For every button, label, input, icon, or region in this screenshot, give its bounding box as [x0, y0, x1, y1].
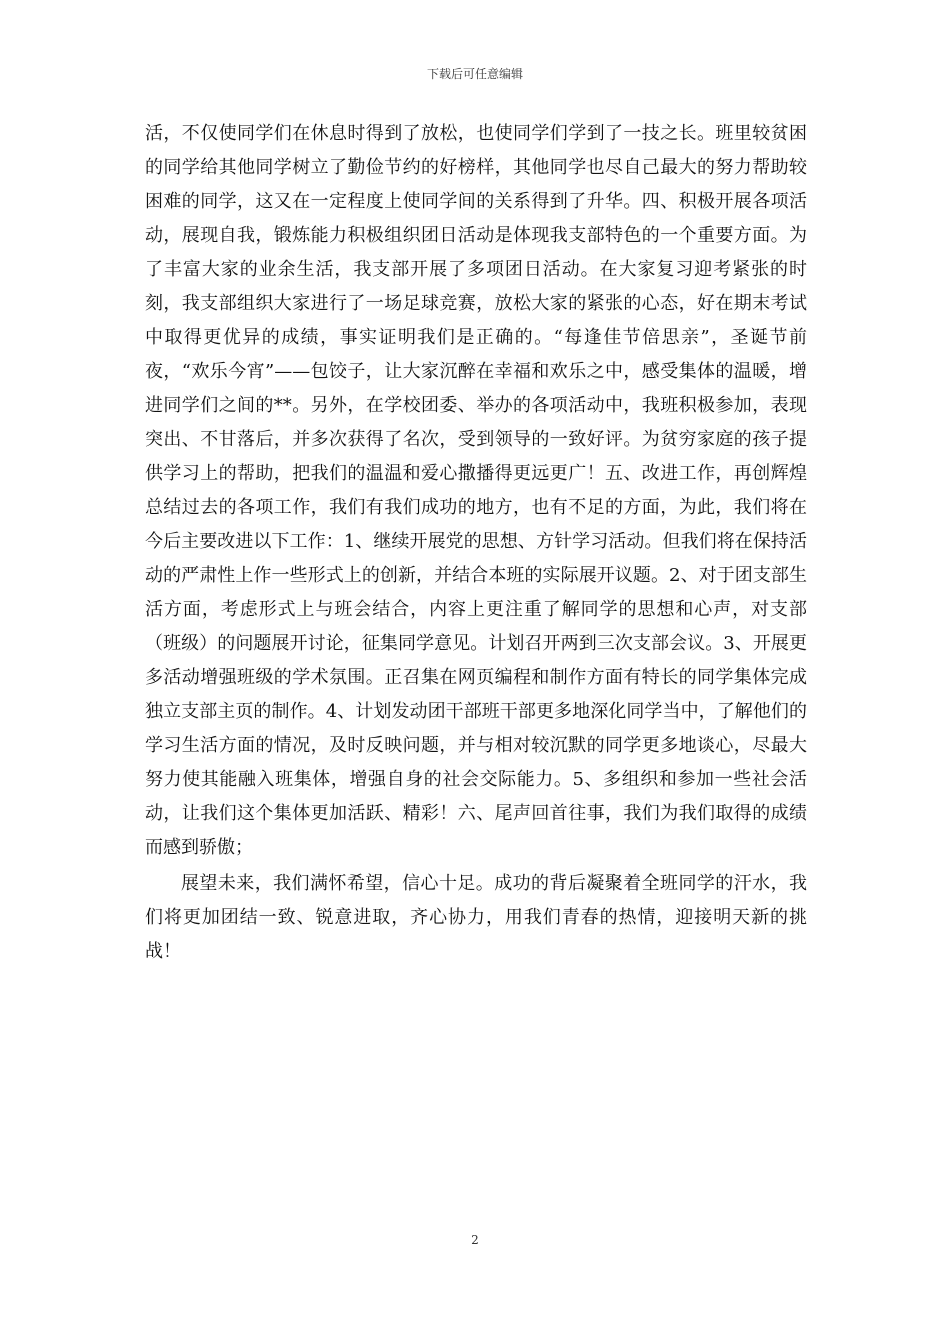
paragraph-closing: 展望未来，我们满怀希望，信心十足。成功的背后凝聚着全班同学的汗水，我们将更加团结一致、锐意进取，齐心协力，用我们青春的热情，迎接明天新的挑战！ [145, 873, 807, 962]
page-number: 2 [471, 1233, 479, 1247]
document-body [145, 117, 807, 969]
paragraph-continued: 活，不仅使同学们在休息时得到了放松，也使同学们学到了一技之长。班里较贫困的同学给其他同学树立了勤俭节约的好榜样，其他同学也尽自己最大的努力帮助较困难的同学，这又在一定程度上使同学间的关系得到了升华。四、积极开展各项活动，展现自我，锻炼能力积极组织团日活动是体现我支部特色的一个重要方面。为了丰富大家的业余生活，我支部开展了多项团日活动。在大家复习迎考紧张的时刻，我支部组织大家进行了一场足球竞赛，放松大家的紧张的心态，好在期末考试中取得更优异的成绩，事实证明我们是正确的。“每逢佳节倍思亲”，圣诞节前夜，“欢乐今宵”——包饺子，让大家沉醉在幸福和欢乐之中，感受集体的温暖，增进同学们之间的**。另外，在学校团委、举办的各项活动中，我班积极参加，表现突出、不甘落后，并多次获得了名次，受到领导的一致好评。为贫穷家庭的孩子提供学习上的帮助，把我们的温温和爱心撒播得更远更广！五、改进工作，再创辉煌总结过去的各项工作，我们有我们成功的地方，也有不足的方面，为此，我们将在今后主要改进以下工作：1、继续开展党的思想、方针学习活动。但我们将在保持活动的严肃性上作一些形式上的创新，并结合本班的实际展开议题。2、对于团支部生活方面，考虑形式上与班会结合，内容上更注重了解同学的思想和心声，对支部（班级）的问题展开讨论，征集同学意见。计划召开两到三次支部会议。3、开展更多活动增强班级的学术氛围。正召集在网页编程和制作方面有特长的同学集体完成独立支部主页的制作。4、计划发动团干部班干部更多地深化同学当中，了解他们的学习生活方面的情况，及时反映问题，并与相对较沉默的同学更多地谈心，尽最大努力使其能融入班集体，增强自身的社会交际能力。5、多组织和参加一些社会活动，让我们这个集体更加活跃、精彩！六、尾声回首往事，我们为我们取得的成绩而感到骄傲； [145, 123, 807, 858]
page-header: 下载后可任意编辑 [426, 67, 523, 81]
